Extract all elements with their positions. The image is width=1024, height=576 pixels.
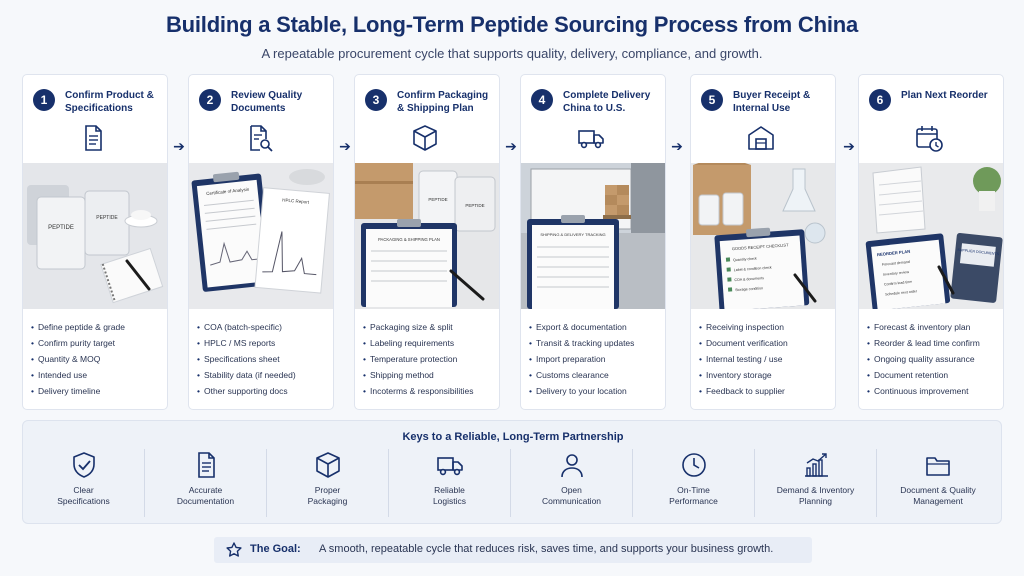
goal-label: The Goal: <box>250 543 301 555</box>
key-label: Open Communication <box>541 485 602 506</box>
list-item: • Intended use <box>31 367 165 383</box>
list-item: • Define peptide & grade <box>31 319 165 335</box>
arrow-right-icon: ➔ <box>843 138 855 154</box>
key-item <box>633 449 755 517</box>
arrow-right-icon: ➔ <box>505 138 517 154</box>
photo-label: Quantity check <box>732 256 757 263</box>
step-number: 1 <box>33 89 55 111</box>
photo-label: PEPTIDE <box>465 203 485 208</box>
photo-label: PACKAGING & SHIPPING PLAN <box>378 237 440 242</box>
key-item <box>267 449 389 517</box>
key-item <box>145 449 267 517</box>
photo-label: Certificate of Analysis <box>205 186 250 197</box>
list-item: • Inventory storage <box>699 367 833 383</box>
list-item: • Packaging size & split <box>363 319 497 335</box>
step-title: Confirm Product & Specifications <box>65 90 154 114</box>
arrow-right-icon: ➔ <box>671 138 683 154</box>
key-item <box>755 449 877 517</box>
list-item: • Ongoing quality assurance <box>867 351 1001 367</box>
photo-label: Label & condition check <box>733 265 772 273</box>
arrow-right-icon: ➔ <box>173 138 185 154</box>
list-item: • COA (batch-specific) <box>197 319 331 335</box>
key-item <box>389 449 511 517</box>
key-label: Proper Packaging <box>307 485 348 506</box>
photo-label: PEPTIDE <box>48 225 74 231</box>
photo-label: Schedule next order <box>884 289 918 297</box>
list-item: • Forecast & inventory plan <box>867 319 1001 335</box>
photo-label: Forecast demand <box>881 259 911 267</box>
document-icon <box>192 451 220 479</box>
key-item <box>23 449 145 517</box>
box-icon <box>314 451 342 479</box>
list-item: • Document retention <box>867 367 1001 383</box>
list-item: • Confirm purity target <box>31 335 165 351</box>
list-item: • Temperature protection <box>363 351 497 367</box>
step-number: 2 <box>199 89 221 111</box>
clock-icon <box>680 451 708 479</box>
key-item <box>877 449 999 517</box>
step-photo-peptide-bags <box>23 163 168 309</box>
step-title: Buyer Receipt & Internal Use <box>733 90 811 114</box>
list-item: • Feedback to supplier <box>699 383 833 399</box>
keys-title: Keys to a Reliable, Long-Term Partnership <box>402 431 624 443</box>
step-checklist <box>197 319 331 399</box>
step-photo-reorder <box>859 163 1004 309</box>
key-item <box>511 449 633 517</box>
photo-label: Inventory review <box>882 269 910 277</box>
step-checklist <box>363 319 497 399</box>
list-item: • Delivery to your location <box>529 383 663 399</box>
photo-label: Storage condition <box>735 286 764 293</box>
list-item: • Customs clearance <box>529 367 663 383</box>
step-photo-delivery <box>521 163 666 309</box>
step-number: 4 <box>531 89 553 111</box>
step-photo-receipt <box>691 163 836 309</box>
list-item: • Transit & tracking updates <box>529 335 663 351</box>
truck-icon <box>576 123 606 153</box>
step-checklist <box>31 319 165 399</box>
goal-text: A smooth, repeatable cycle that reduces risk, saves time, and supports your business growth. <box>319 543 774 555</box>
document-icon <box>78 123 108 153</box>
list-item: • Export & documentation <box>529 319 663 335</box>
photo-label: PEPTIDE <box>428 197 448 202</box>
photo-label: SUPPLIER DOCUMENTS <box>957 247 1000 257</box>
key-label: Reliable Logistics <box>432 485 467 506</box>
keys-panel <box>22 420 1002 524</box>
list-item: • Internal testing / use <box>699 351 833 367</box>
key-label: On-Time Performance <box>669 485 718 506</box>
step-checklist <box>699 319 833 399</box>
step-title: Review Quality Documents <box>231 90 303 114</box>
step-card-5 <box>690 74 836 410</box>
folder-icon <box>924 451 952 479</box>
list-item: • Import preparation <box>529 351 663 367</box>
arrow-right-icon: ➔ <box>339 138 351 154</box>
goal-banner <box>214 537 812 563</box>
person-icon <box>558 451 586 479</box>
step-card-3 <box>354 74 500 410</box>
list-item: • HPLC / MS reports <box>197 335 331 351</box>
step-title: Confirm Packaging & Shipping Plan <box>397 90 489 114</box>
photo-label: COA & documents <box>734 276 765 283</box>
list-item: • Stability data (if needed) <box>197 367 331 383</box>
truck-icon <box>436 451 464 479</box>
step-number: 3 <box>365 89 387 111</box>
list-item: • Continuous improvement <box>867 383 1001 399</box>
list-item: • Receiving inspection <box>699 319 833 335</box>
bar-chart-icon <box>802 451 830 479</box>
box-icon <box>410 123 440 153</box>
step-card-6 <box>858 74 1004 410</box>
shield-check-icon <box>70 451 98 479</box>
step-title: Plan Next Reorder <box>901 90 988 101</box>
list-item: • Other supporting docs <box>197 383 331 399</box>
list-item: • Reorder & lead time confirm <box>867 335 1001 351</box>
step-number: 6 <box>869 89 891 111</box>
step-checklist <box>529 319 663 399</box>
step-card-4 <box>520 74 666 410</box>
list-item: • Document verification <box>699 335 833 351</box>
list-item: • Labeling requirements <box>363 335 497 351</box>
photo-label: PEPTIDE <box>96 215 118 221</box>
star-icon <box>226 542 242 558</box>
list-item: • Incoterms & responsibilities <box>363 383 497 399</box>
step-title: Complete Delivery China to U.S. <box>563 90 651 114</box>
calendar-clock-icon <box>914 123 944 153</box>
step-number: 5 <box>701 89 723 111</box>
list-item: • Shipping method <box>363 367 497 383</box>
key-label: Demand & Inventory Planning <box>776 485 855 506</box>
key-label: Document & Quality Management <box>900 485 976 506</box>
photo-label: SHIPPING & DELIVERY TRACKING <box>540 232 606 237</box>
step-card-1 <box>22 74 168 410</box>
step-photo-quality-docs <box>189 163 334 309</box>
photo-label: HPLC Report <box>282 197 310 205</box>
step-checklist <box>867 319 1001 399</box>
document-search-icon <box>244 123 274 153</box>
process-steps <box>22 74 1004 410</box>
list-item: • Delivery timeline <box>31 383 165 399</box>
key-label: Clear Specifications <box>57 485 110 506</box>
list-item: • Quantity & MOQ <box>31 351 165 367</box>
list-item: • Specifications sheet <box>197 351 331 367</box>
photo-label: GOODS RECEIPT CHECKLIST <box>731 242 789 252</box>
warehouse-icon <box>746 123 776 153</box>
step-card-2 <box>188 74 334 410</box>
photo-label: Confirm lead time <box>883 279 913 287</box>
photo-label: REORDER PLAN <box>876 248 911 258</box>
key-label: Accurate Documentation <box>176 485 235 506</box>
page-subtitle: A repeatable procurement cycle that supports quality, delivery, compliance, and growth. <box>261 46 763 61</box>
step-photo-packaging <box>355 163 500 309</box>
page-title: Building a Stable, Long-Term Peptide Sourcing Process from China <box>165 12 859 37</box>
